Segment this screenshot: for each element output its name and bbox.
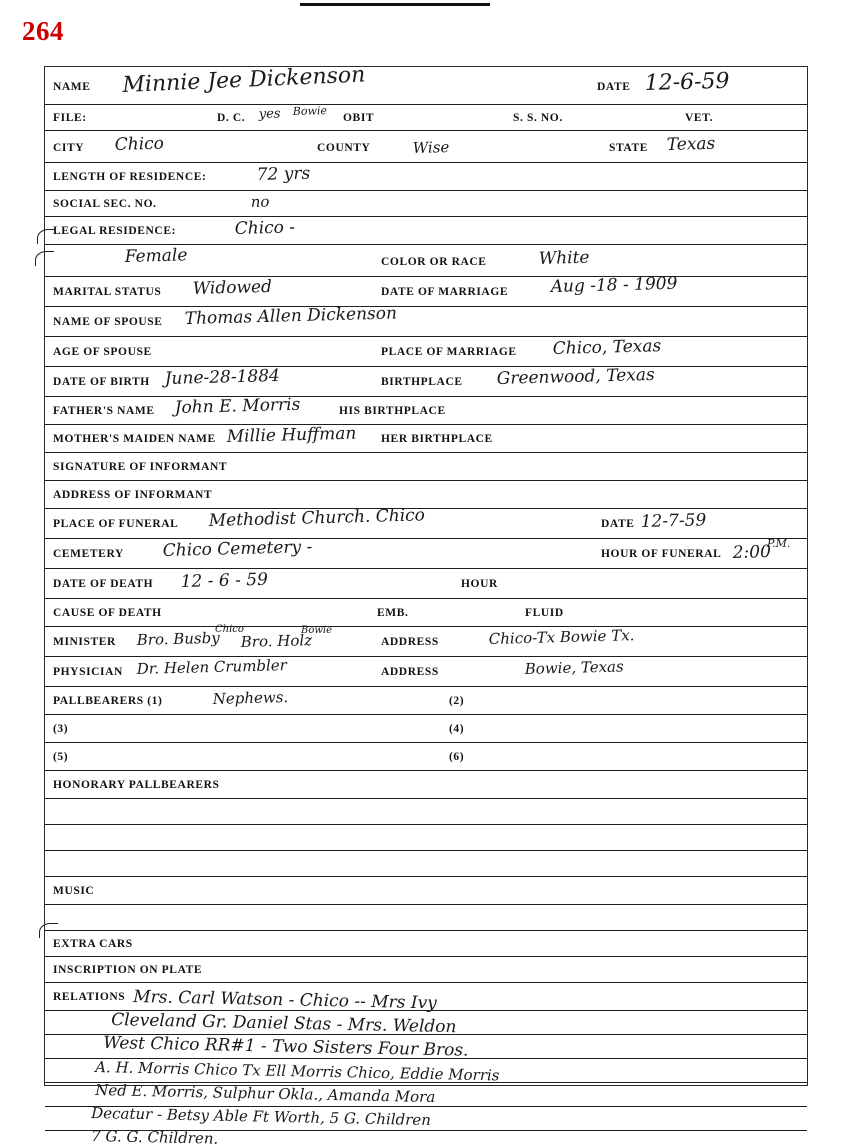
- label-county: COUNTY: [317, 142, 371, 154]
- row-father: [45, 394, 807, 425]
- label-inscription-on-plate: INSCRIPTION ON PLATE: [53, 964, 203, 976]
- row-minister: [45, 624, 807, 657]
- value-dc-bowie: Bowie: [292, 104, 328, 118]
- value-place-of-marriage: Chico, Texas: [552, 336, 662, 359]
- value-state: Texas: [666, 133, 716, 155]
- label-relations: RELATIONS: [53, 991, 126, 1003]
- row-mother: [45, 425, 807, 453]
- value-minister-2: Bro. Holz: [240, 631, 313, 651]
- margin-mark-2: [35, 251, 54, 266]
- row-file: [45, 105, 807, 131]
- row-length-residence: [45, 163, 807, 191]
- label-marital-status: MARITAL STATUS: [53, 286, 162, 298]
- page-number: 264: [22, 16, 64, 46]
- relations-line: A. H. Morris Chico Tx Ell Morris Chico, Eddie Morris: [95, 1058, 500, 1085]
- relations-line: West Chico RR#1 - Two Sisters Four Bros.: [103, 1033, 469, 1061]
- value-birthplace: Greenwood, Texas: [496, 364, 655, 389]
- value-marital-status: Widowed: [192, 276, 273, 299]
- value-date-of-death: 12 - 6 - 59: [180, 569, 269, 592]
- value-hour-of-funeral-ampm: P.M.: [767, 537, 791, 550]
- value-physician: Dr. Helen Crumbler: [136, 656, 288, 678]
- value-date-of-birth: June-28-1884: [164, 365, 281, 389]
- label-music: MUSIC: [53, 885, 95, 897]
- label-place-of-marriage: PLACE OF MARRIAGE: [381, 346, 517, 358]
- row-blank-3: [45, 851, 807, 877]
- label-ssno: S. S. NO.: [513, 112, 563, 124]
- label-cemetery: CEMETERY: [53, 548, 124, 560]
- row-pallbearers-3-4: [45, 715, 807, 743]
- value-hour-of-funeral: 2:00: [732, 542, 772, 563]
- label-pallbearers-6: (6): [449, 751, 465, 763]
- value-name: Minnie Jee Dickenson: [121, 62, 366, 98]
- label-color-or-race: COLOR OR RACE: [381, 256, 487, 268]
- value-pallbearers-1: Nephews.: [212, 688, 289, 708]
- label-social-sec-no: SOCIAL SEC. NO.: [53, 198, 157, 210]
- row-sex-race: [45, 245, 807, 277]
- label-address-physician: ADDRESS: [381, 666, 439, 678]
- row-signature-informant: [45, 453, 807, 481]
- margin-mark-1: [37, 229, 56, 244]
- label-cause-of-death: CAUSE OF DEATH: [53, 607, 162, 619]
- label-obit: OBIT: [343, 112, 375, 124]
- value-cemetery: Chico Cemetery -: [162, 537, 313, 561]
- label-address-of-informant: ADDRESS OF INFORMANT: [53, 489, 213, 501]
- value-minister-chico: Chico: [215, 624, 244, 635]
- row-birth: [45, 364, 807, 397]
- value-mothers-maiden-name: Millie Huffman: [226, 423, 357, 447]
- value-date-of-marriage: Aug -18 - 1909: [550, 273, 678, 297]
- relations-line: 7 G. G. Children.: [91, 1127, 219, 1148]
- row-inscription-on-plate: [45, 957, 807, 983]
- label-dc: D. C.: [217, 112, 246, 124]
- label-pallbearers-3: (3): [53, 723, 69, 735]
- value-fathers-name: John E. Morris: [174, 394, 301, 418]
- value-date-of-funeral: 12-7-59: [640, 510, 707, 532]
- relations-line: Cleveland Gr. Daniel Stas - Mrs. Weldon: [111, 1010, 457, 1038]
- row-cause-of-death: [45, 599, 807, 627]
- label-length-of-residence: LENGTH OF RESIDENCE:: [53, 171, 207, 183]
- label-hour-of-funeral: HOUR OF FUNERAL: [601, 548, 722, 560]
- label-legal-residence: LEGAL RESIDENCE:: [53, 225, 177, 237]
- relations-line: Decatur - Betsy Able Ft Worth, 5 G. Children: [91, 1104, 432, 1130]
- row-place-of-funeral: [45, 505, 807, 539]
- value-length-of-residence: 72 yrs: [256, 163, 311, 185]
- label-mothers-maiden-name: MOTHER'S MAIDEN NAME: [53, 433, 216, 445]
- value-minister: Bro. Busby: [136, 628, 220, 649]
- label-her-birthplace: HER BIRTHPLACE: [381, 433, 493, 445]
- label-fathers-name: FATHER'S NAME: [53, 405, 155, 417]
- label-pallbearers-4: (4): [449, 723, 465, 735]
- row-physician: [45, 657, 807, 687]
- value-county: Wise: [412, 138, 450, 157]
- value-legal-residence: Chico -: [234, 217, 296, 239]
- label-date-of-birth: DATE OF BIRTH: [53, 376, 150, 388]
- label-his-birthplace: HIS BIRTHPLACE: [339, 405, 446, 417]
- label-date-of-death: DATE OF DEATH: [53, 578, 154, 590]
- value-date: 12-6-59: [644, 68, 730, 96]
- value-sex: Female: [124, 245, 188, 267]
- row-city: [45, 131, 807, 163]
- row-honorary-pallbearers: [45, 771, 807, 799]
- row-cemetery: [45, 539, 807, 569]
- label-date-of-funeral: DATE: [601, 518, 635, 530]
- row-pallbearers-5-6: [45, 743, 807, 771]
- label-birthplace: BIRTHPLACE: [381, 376, 463, 388]
- row-extra-cars: [45, 931, 807, 957]
- row-date-of-death: [45, 569, 807, 599]
- row-address-informant: [45, 481, 807, 509]
- label-physician: PHYSICIAN: [53, 666, 123, 678]
- label-age-of-spouse: AGE OF SPOUSE: [53, 346, 152, 358]
- label-extra-cars: EXTRA CARS: [53, 938, 133, 950]
- label-fluid: FLUID: [525, 607, 564, 619]
- value-color-or-race: White: [538, 247, 590, 269]
- label-file: FILE:: [53, 112, 87, 124]
- label-state: STATE: [609, 142, 649, 154]
- row-marital: [45, 273, 807, 307]
- row-music: [45, 877, 807, 905]
- row-social-sec: [45, 191, 807, 217]
- value-social-sec-no: no: [250, 192, 270, 211]
- top-edge-mark: [300, 3, 490, 6]
- value-physician-address: Bowie, Texas: [524, 657, 624, 678]
- row-blank-4: [45, 905, 807, 931]
- row-legal-residence: [45, 217, 807, 245]
- label-city: CITY: [53, 142, 85, 154]
- label-pallbearers-1: PALLBEARERS (1): [53, 695, 163, 707]
- row-blank-2: [45, 825, 807, 851]
- label-hour: HOUR: [461, 578, 498, 590]
- relations-line: Ned E. Morris, Sulphur Okla., Amanda Mora: [95, 1081, 436, 1107]
- value-name-of-spouse: Thomas Allen Dickenson: [184, 303, 398, 329]
- row-name: [45, 62, 807, 105]
- row-pallbearers-1-2: [45, 687, 807, 715]
- label-signature-of-informant: SIGNATURE OF INFORMANT: [53, 461, 228, 473]
- label-emb: EMB.: [377, 607, 409, 619]
- margin-mark-3: [39, 923, 58, 938]
- funeral-record-form: [44, 62, 808, 1148]
- label-name-of-spouse: NAME OF SPOUSE: [53, 316, 163, 328]
- row-blank-1: [45, 799, 807, 825]
- value-city: Chico: [114, 133, 165, 155]
- label-name: NAME: [53, 81, 91, 93]
- relations-line: Mrs. Carl Watson - Chico -- Mrs Ivy: [133, 987, 437, 1014]
- row-age-spouse: [45, 337, 807, 367]
- value-dc-yes: yes: [258, 106, 281, 122]
- label-place-of-funeral: PLACE OF FUNERAL: [53, 518, 179, 530]
- value-minister-2-bowie: Bowie: [301, 625, 333, 636]
- label-vet: VET.: [685, 112, 714, 124]
- label-honorary-pallbearers: HONORARY PALLBEARERS: [53, 779, 220, 791]
- label-pallbearers-2: (2): [449, 695, 465, 707]
- label-date: DATE: [597, 81, 631, 93]
- label-minister: MINISTER: [53, 636, 116, 648]
- label-pallbearers-5: (5): [53, 751, 69, 763]
- value-place-of-funeral: Methodist Church. Chico: [208, 505, 426, 531]
- value-minister-address: Chico-Tx Bowie Tx.: [488, 626, 635, 648]
- label-date-of-marriage: DATE OF MARRIAGE: [381, 286, 509, 298]
- label-address-minister: ADDRESS: [381, 636, 439, 648]
- row-name-of-spouse: [45, 303, 807, 337]
